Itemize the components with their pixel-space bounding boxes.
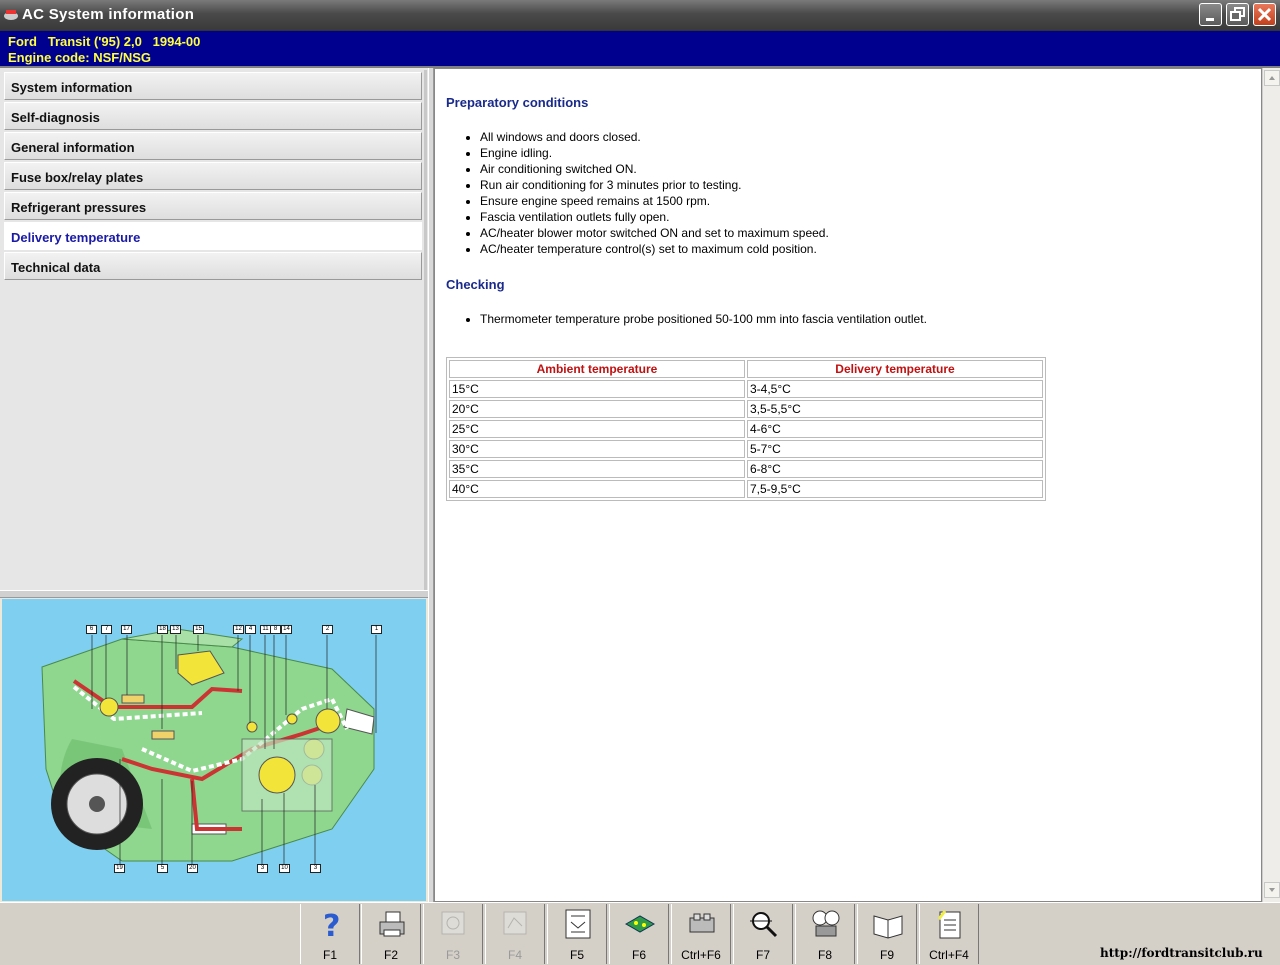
f4-button[interactable] (485, 904, 545, 964)
scroll-up-button[interactable] (1264, 70, 1280, 86)
diagram-callout: 12 (233, 625, 244, 634)
table-row (449, 400, 1043, 418)
printer-icon (376, 908, 408, 940)
button-label: Ctrl+F6 (681, 948, 721, 962)
button-label: F3 (445, 948, 460, 962)
table-cell: 7,5-9,5°C (747, 480, 1043, 498)
svg-text:?: ? (323, 909, 341, 940)
diagram-callout: 4 (245, 625, 256, 634)
list-item: • All windows and doors closed. (480, 129, 829, 145)
table-cell: 4-6°C (747, 420, 1043, 438)
engine-code: Engine code: NSF/NSG (8, 50, 152, 65)
ac-system-diagram (2, 599, 426, 901)
checking-list (446, 311, 927, 327)
diagram-callout: 14 (281, 625, 292, 634)
nav-item-self-diagnosis[interactable]: Self-diagnosis (4, 102, 422, 130)
diagram-callout: 1 (371, 625, 382, 634)
table-cell: 15°C (449, 380, 745, 398)
arrow-down-icon (1265, 883, 1279, 897)
diagram-callout: 19 (114, 864, 125, 873)
gauges-button[interactable] (795, 904, 855, 964)
table-cell: 40°C (449, 480, 745, 498)
list-item: • Engine idling. (480, 145, 829, 161)
nav-item-delivery-temperature[interactable]: Delivery temperature (4, 222, 422, 250)
delivery-temperature-table (446, 357, 1046, 501)
button-label: F2 (383, 948, 398, 962)
title-bar (0, 0, 1280, 30)
help-icon (315, 908, 347, 940)
component-icon (438, 908, 470, 940)
diagram-callout: 20 (187, 864, 198, 873)
button-label: F1 (322, 948, 337, 962)
button-label: F8 (817, 948, 832, 962)
diagram-callout: 10 (279, 864, 290, 873)
restore-icon (1227, 4, 1248, 25)
button-label: F9 (879, 948, 894, 962)
gauges-icon (810, 908, 842, 940)
diagram-callout: 18 (157, 625, 168, 634)
car-illustration (2, 599, 426, 901)
table-header-row (449, 360, 1043, 378)
search-button[interactable] (733, 904, 793, 964)
navigation-list (2, 70, 427, 590)
table-cell: 25°C (449, 420, 745, 438)
diagram-callout: 3 (257, 864, 268, 873)
watermark-url: http://fordtransitclub.ru (1100, 946, 1263, 960)
preparatory-conditions-heading: Preparatory conditions (446, 95, 589, 110)
minimize-icon (1200, 4, 1221, 25)
book-icon (872, 908, 904, 940)
navigation-panel (0, 68, 428, 600)
button-label: F4 (507, 948, 522, 962)
manual-button[interactable] (857, 904, 917, 964)
component-alt-icon (500, 908, 532, 940)
function-toolbar (0, 902, 1280, 965)
preparatory-conditions-list (446, 129, 829, 257)
list-item: • AC/heater blower motor switched ON and set to maximum speed. (480, 225, 829, 241)
app-icon (3, 7, 19, 21)
table-cell: 6-8°C (747, 460, 1043, 478)
diagram-callout: 15 (193, 625, 204, 634)
diagram-callout: 2 (322, 625, 333, 634)
checking-heading: Checking (446, 277, 505, 292)
table-row (449, 460, 1043, 478)
table-cell: 20°C (449, 400, 745, 418)
table-cell: 30°C (449, 440, 745, 458)
button-label: F6 (631, 948, 646, 962)
column-header-delivery: Delivery temperature (747, 360, 1043, 378)
table-cell: 3,5-5,5°C (747, 400, 1043, 418)
scroll-down-button[interactable] (1264, 882, 1280, 898)
diagram-callout: 3 (310, 864, 321, 873)
minimize-button[interactable] (1199, 3, 1222, 26)
list-item: • AC/heater temperature control(s) set to maximum cold position. (480, 241, 829, 257)
list-item: • Air conditioning switched ON. (480, 161, 829, 177)
circuit-board-icon (624, 908, 656, 940)
vehicle-model: Ford Transit ('95) 2,0 1994-00 (8, 34, 201, 49)
magnifier-icon (748, 908, 780, 940)
table-row (449, 480, 1043, 498)
nav-item-fuse-box[interactable]: Fuse box/relay plates (4, 162, 422, 190)
nav-item-technical-data[interactable]: Technical data (4, 252, 422, 280)
arrow-up-icon (1265, 71, 1279, 85)
relay-button[interactable] (671, 904, 731, 964)
close-icon (1254, 4, 1275, 25)
button-label: F5 (569, 948, 584, 962)
circuit-diagram-button[interactable] (547, 904, 607, 964)
nav-item-refrigerant-pressures[interactable]: Refrigerant pressures (4, 192, 422, 220)
column-header-ambient: Ambient temperature (449, 360, 745, 378)
diagram-callout: 5 (157, 864, 168, 873)
list-item: • Ensure engine speed remains at 1500 rpm. (480, 193, 829, 209)
maximize-button[interactable] (1226, 3, 1249, 26)
print-button[interactable] (361, 904, 421, 964)
list-item: • Fascia ventilation outlets fully open. (480, 209, 829, 225)
diagram-callout: 13 (170, 625, 181, 634)
nav-item-system-information[interactable]: System information (4, 72, 422, 100)
button-label: Ctrl+F4 (929, 948, 969, 962)
notes-icon (934, 908, 966, 940)
list-item: • Thermometer temperature probe positioned 50-100 mm into fascia ventilation outlet. (480, 311, 927, 327)
diagram-callout: 7 (101, 625, 112, 634)
notes-button[interactable] (919, 904, 979, 964)
content-pane (434, 68, 1262, 902)
table-cell: 3-4,5°C (747, 380, 1043, 398)
table-row (449, 420, 1043, 438)
f3-button[interactable] (423, 904, 483, 964)
table-row (449, 380, 1043, 398)
vehicle-header (0, 30, 1280, 68)
window-title: AC System information (22, 6, 195, 23)
close-button[interactable] (1253, 3, 1276, 26)
diagram-callout: 8 (270, 625, 281, 634)
panel-splitter[interactable] (0, 590, 428, 598)
help-button[interactable] (300, 904, 360, 964)
diagram-callout: 6 (86, 625, 97, 634)
vertical-scrollbar[interactable] (1262, 68, 1280, 902)
button-label: F7 (755, 948, 770, 962)
table-cell: 35°C (449, 460, 745, 478)
circuit-diagram-icon (562, 908, 594, 940)
relay-icon (686, 908, 718, 940)
table-row (449, 440, 1043, 458)
diagram-callout: 17 (121, 625, 132, 634)
list-item: • Run air conditioning for 3 minutes prior to testing. (480, 177, 829, 193)
table-cell: 5-7°C (747, 440, 1043, 458)
nav-item-general-information[interactable]: General information (4, 132, 422, 160)
circuit-board-button[interactable] (609, 904, 669, 964)
diagram-callout: 11 (260, 625, 271, 634)
